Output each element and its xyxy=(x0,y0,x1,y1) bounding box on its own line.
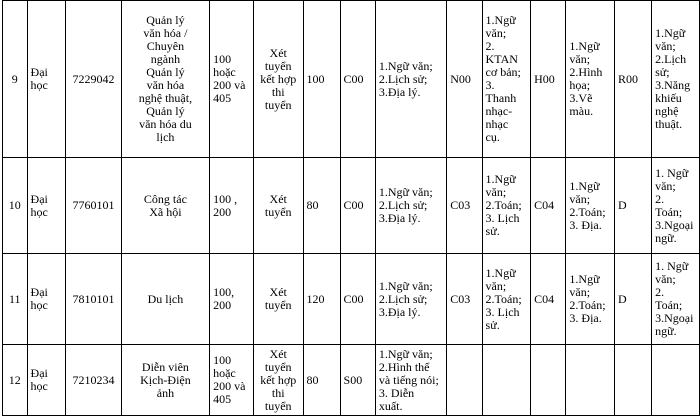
combo2-subjects-cell: 1.Ngữ văn; 2.Toán; 3. Lịch sử. xyxy=(482,158,531,254)
method-code-cell: 100 , 200 xyxy=(210,158,254,254)
method-cell: Xét tuyển xyxy=(253,158,303,254)
quota-cell: 80 xyxy=(303,158,340,254)
stt-cell: 10 xyxy=(3,158,28,254)
combo2-code-cell: N00 xyxy=(447,1,482,158)
combo2-code-cell xyxy=(447,345,482,416)
combo3-subjects-cell: 1.Ngữ văn; 2.Toán; 3. Địa. xyxy=(566,254,615,345)
combo2-subjects-cell xyxy=(482,345,531,416)
table-row xyxy=(3,345,700,416)
combo2-code-cell: C03 xyxy=(447,158,482,254)
major-code-cell: 7810101 xyxy=(66,254,121,345)
major-name-cell: Công tác Xã hội xyxy=(121,158,209,254)
method-code-cell: 100 hoặc 200 và 405 xyxy=(210,345,254,416)
combo3-subjects-cell: 1.Ngữ văn; 2.Hình họa; 3.Vẽ màu. xyxy=(566,1,615,158)
combo2-code-cell: C03 xyxy=(447,254,482,345)
combo1-code-cell: C00 xyxy=(340,254,375,345)
major-name-cell: Quản lý văn hóa / Chuyên ngành Quản lý văn hóa nghệ thuật, Quản lý văn hóa du lịch xyxy=(121,1,209,158)
level-cell: Đại học xyxy=(27,345,66,416)
method-cell: Xét tuyển kết hợp thi tuyển xyxy=(253,345,303,416)
major-code-cell: 7210234 xyxy=(66,345,121,416)
combo1-subjects-cell: 1.Ngữ văn; 2.Hình thể và tiếng nói; 3. Diễn xuất. xyxy=(375,345,446,416)
combo4-subjects-cell xyxy=(652,345,700,416)
method-cell: Xét tuyển xyxy=(253,254,303,345)
combo3-subjects-cell xyxy=(566,345,615,416)
quota-cell: 100 xyxy=(303,1,340,158)
combo4-subjects-cell: 1. Ngữ văn; 2. Toán; 3.Ngoại ngữ. xyxy=(652,254,700,345)
major-name-cell: Diễn viên Kịch-Điện ảnh xyxy=(121,345,209,416)
combo1-subjects-cell: 1.Ngữ văn; 2.Lịch sử; 3.Địa lý. xyxy=(375,1,446,158)
table-row xyxy=(3,158,700,254)
major-code-cell: 7760101 xyxy=(66,158,121,254)
combo2-subjects-cell: 1.Ngữ văn; 2.Toán; 3. Lịch sử. xyxy=(482,254,531,345)
combo4-code-cell: D xyxy=(614,158,651,254)
level-cell: Đại học xyxy=(27,158,66,254)
level-cell: Đại học xyxy=(27,1,66,158)
combo1-subjects-cell: 1.Ngữ văn; 2.Lịch sử; 3.Địa lý. xyxy=(375,254,446,345)
stt-cell: 12 xyxy=(3,345,28,416)
combo4-subjects-cell: 1. Ngữ văn; 2. Toán; 3.Ngoại ngữ. xyxy=(652,158,700,254)
major-name-cell: Du lịch xyxy=(121,254,209,345)
admission-table xyxy=(2,0,700,416)
combo4-code-cell xyxy=(614,345,651,416)
combo4-code-cell: R00 xyxy=(614,1,651,158)
combo1-code-cell: S00 xyxy=(340,345,375,416)
method-cell: Xét tuyển kết hợp thi tuyển xyxy=(253,1,303,158)
combo3-subjects-cell: 1.Ngữ văn; 2.Toán; 3. Địa. xyxy=(566,158,615,254)
table-row xyxy=(3,254,700,345)
quota-cell: 80 xyxy=(303,345,340,416)
combo1-code-cell: C00 xyxy=(340,1,375,158)
combo4-code-cell: D xyxy=(614,254,651,345)
combo2-subjects-cell: 1.Ngữ văn; 2. KTAN cơ bản; 3. Thanh nhạc- nhạc cụ. xyxy=(482,1,531,158)
method-code-cell: 100 hoặc 200 và 405 xyxy=(210,1,254,158)
combo3-code-cell: C04 xyxy=(531,158,566,254)
level-cell: Đại học xyxy=(27,254,66,345)
combo4-subjects-cell: 1.Ngữ văn; 2.Lịch sử; 3.Năng khiếu nghệ thuật. xyxy=(652,1,700,158)
stt-cell: 9 xyxy=(3,1,28,158)
combo1-code-cell: C00 xyxy=(340,158,375,254)
quota-cell: 120 xyxy=(303,254,340,345)
stt-cell: 11 xyxy=(3,254,28,345)
combo1-subjects-cell: 1.Ngữ văn; 2.Lịch sử; 3.Địa lý. xyxy=(375,158,446,254)
table-row xyxy=(3,1,700,158)
major-code-cell: 7229042 xyxy=(66,1,121,158)
combo3-code-cell: H00 xyxy=(531,1,566,158)
method-code-cell: 100, 200 xyxy=(210,254,254,345)
combo3-code-cell xyxy=(531,345,566,416)
combo3-code-cell: C04 xyxy=(531,254,566,345)
